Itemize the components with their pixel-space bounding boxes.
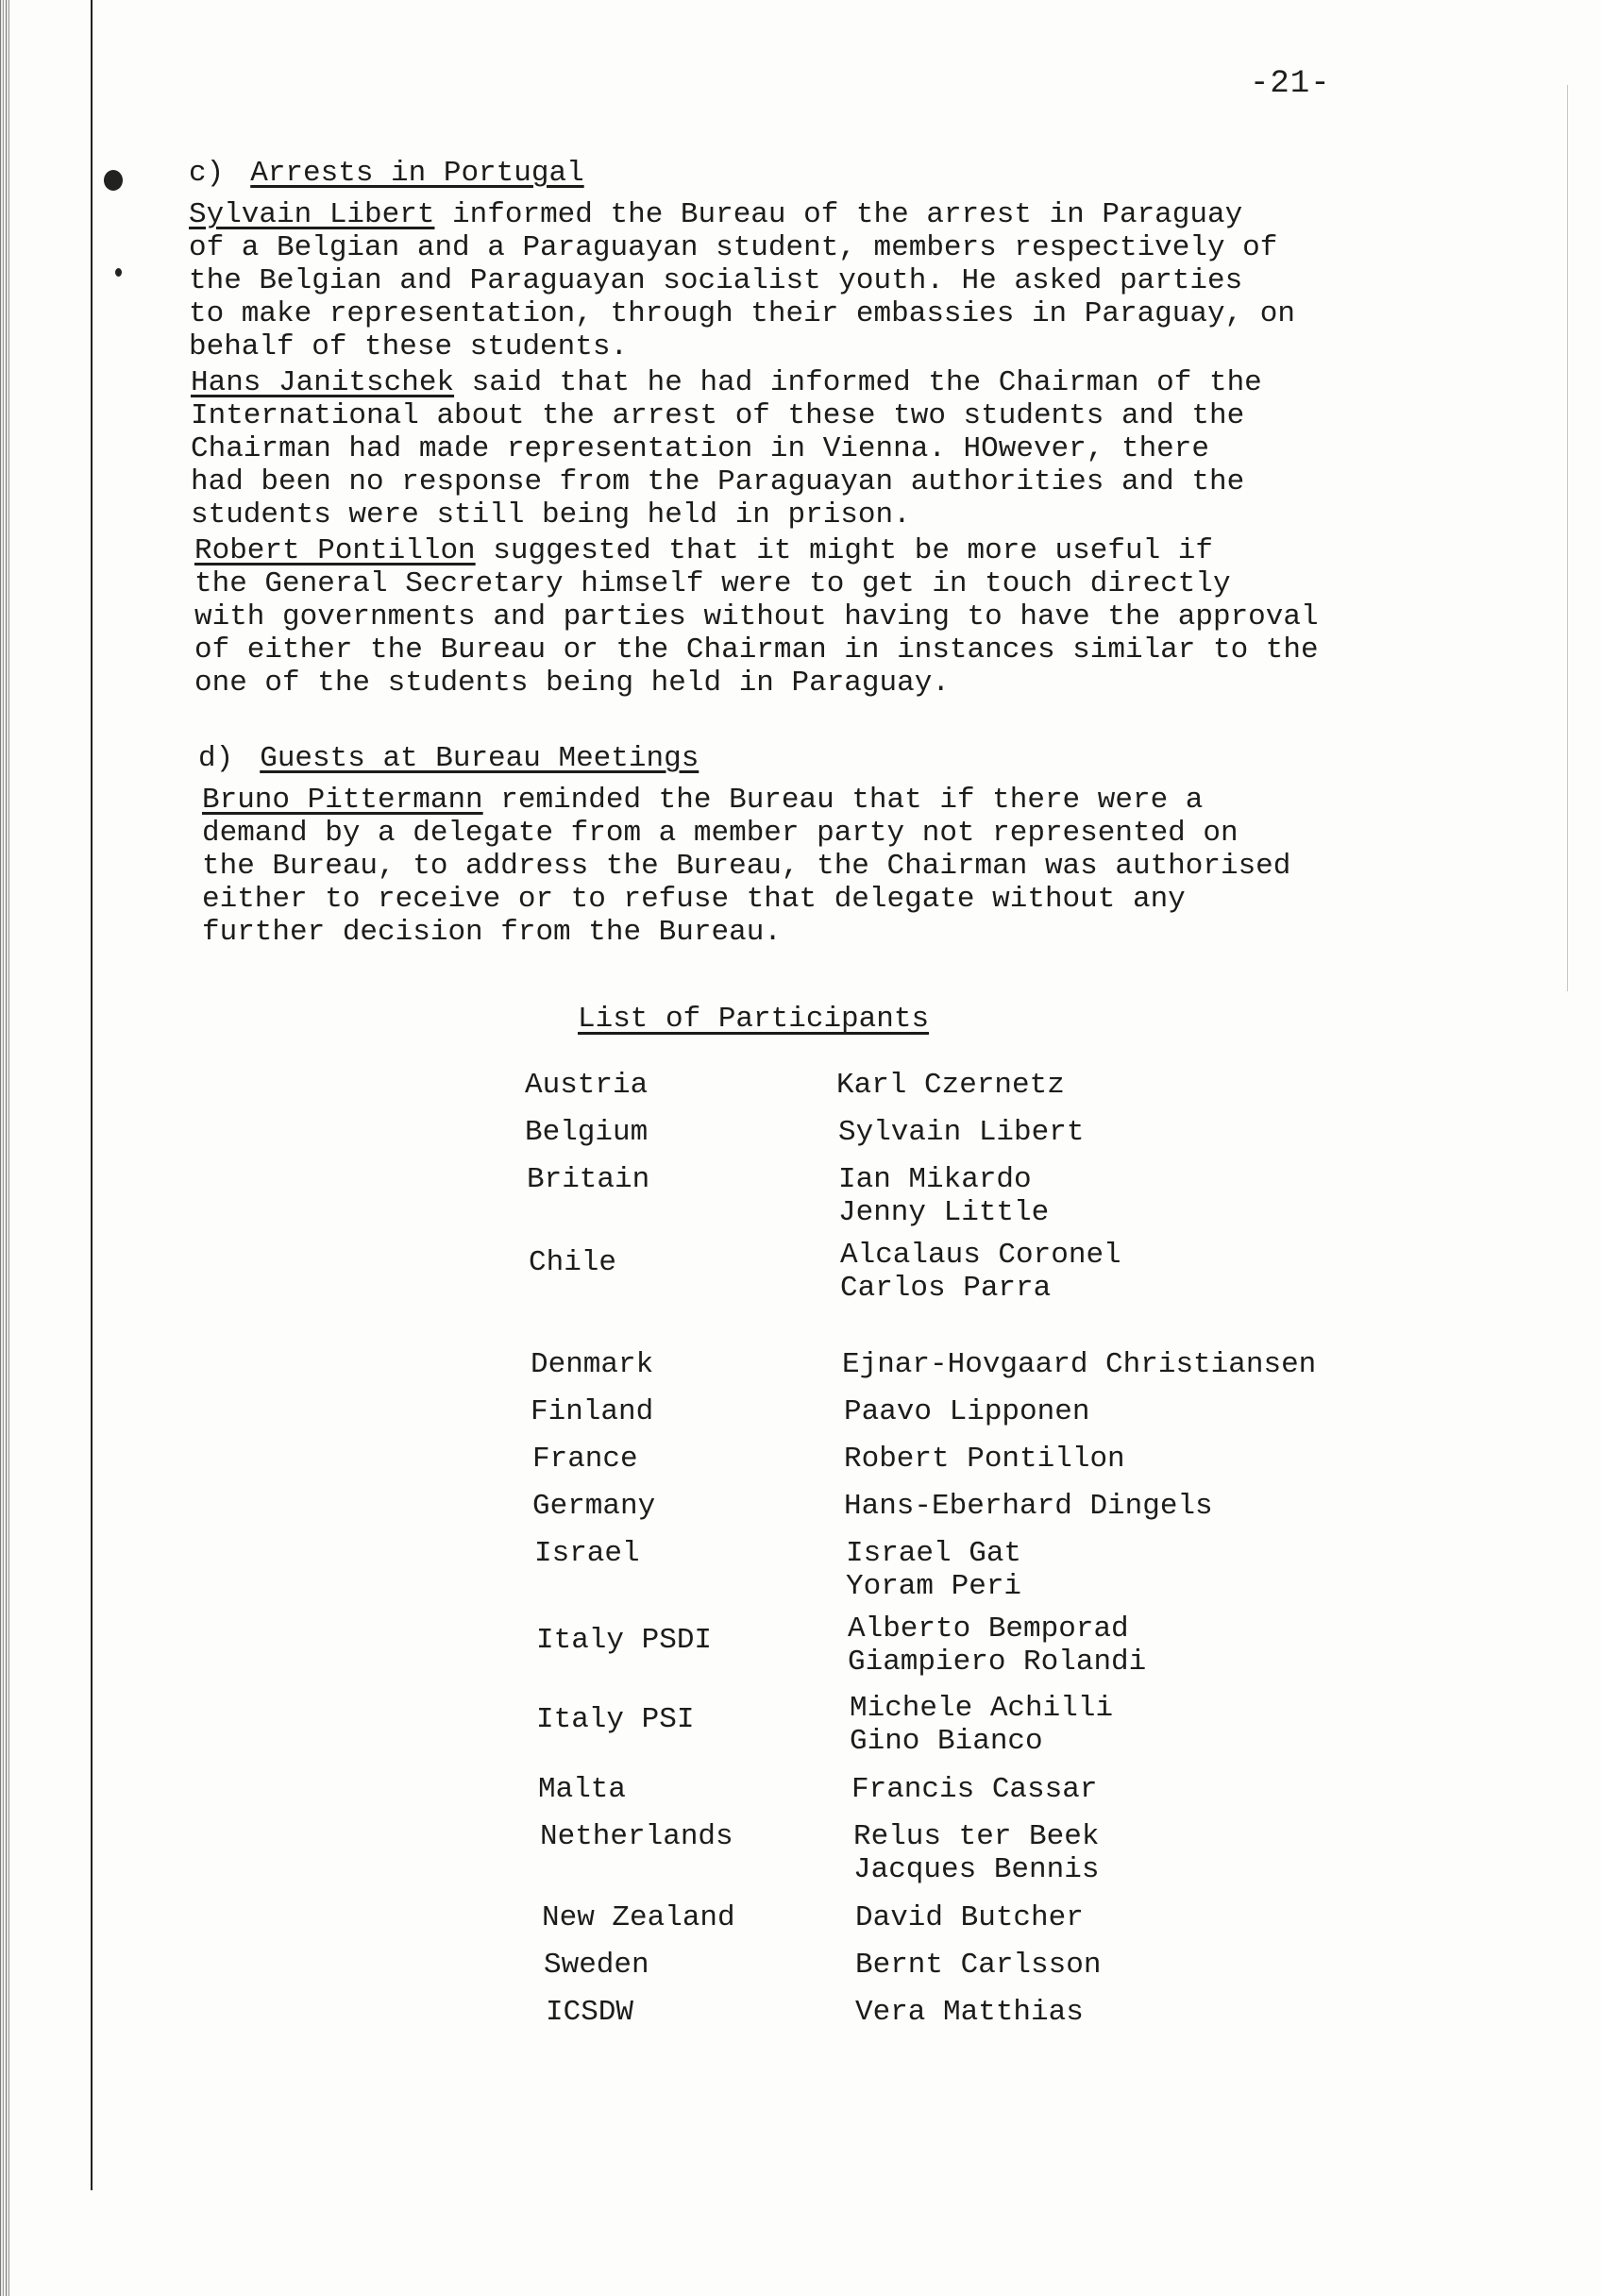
section-c-label: c) xyxy=(189,157,225,190)
ink-blot xyxy=(104,170,123,191)
paragraph-janitschek: Hans Janitschek said that he had informed the Chairman of the International about the arrest of these two students and the Chairman had made representation in Vienna. HOwever, there had been no response from the Paraguayan authorities and the students were still being held in prison. xyxy=(191,366,1262,532)
participant-country: Finland xyxy=(531,1395,654,1428)
participant-names: Robert Pontillon xyxy=(844,1443,1125,1476)
participant-names: David Butcher xyxy=(855,1901,1084,1934)
participant-country: Chile xyxy=(529,1246,617,1279)
page-number: -21- xyxy=(1250,66,1331,102)
participant-names: Karl Czernetz xyxy=(836,1069,1065,1102)
participant-names: Alcalaus Coronel Carlos Parra xyxy=(840,1239,1121,1305)
participant-names: Israel Gat Yoram Peri xyxy=(846,1537,1022,1603)
participant-names: Ejnar-Hovgaard Christiansen xyxy=(842,1348,1317,1381)
participant-country: Netherlands xyxy=(540,1820,733,1853)
participant-names: Paavo Lipponen xyxy=(844,1395,1090,1428)
participant-names: Bernt Carlsson xyxy=(855,1949,1102,1982)
speaker-name: Bruno Pittermann xyxy=(202,784,483,817)
participant-country: Belgium xyxy=(525,1116,649,1149)
participant-country: Sweden xyxy=(544,1949,649,1982)
participant-country: New Zealand xyxy=(542,1901,735,1934)
section-d-title: Guests at Bureau Meetings xyxy=(260,742,699,775)
participant-names: Hans-Eberhard Dingels xyxy=(844,1490,1213,1523)
margin-rule xyxy=(91,0,93,2190)
participant-country: Britain xyxy=(527,1163,650,1196)
participant-country: Italy PSDI xyxy=(536,1624,713,1657)
participant-country: Austria xyxy=(525,1069,649,1102)
participant-country: ICSDW xyxy=(546,1996,634,2029)
section-d-heading xyxy=(198,742,699,775)
paragraph-pontillon: Robert Pontillon suggested that it might be more useful if the General Secretary himself were to get in touch directly with governments and parties without having to have the approval of either the Bureau or the Chairman in instances similar to the one of the students being held in Paraguay. xyxy=(194,534,1319,700)
participant-country: Malta xyxy=(538,1773,627,1806)
participant-names: Sylvain Libert xyxy=(838,1116,1085,1149)
speaker-name: Sylvain Libert xyxy=(189,198,435,231)
section-d-label: d) xyxy=(198,742,234,775)
right-edge-rule xyxy=(1567,85,1568,991)
participant-names: Ian Mikardo Jenny Little xyxy=(838,1163,1050,1229)
ink-blot xyxy=(115,268,122,277)
participant-country: France xyxy=(532,1443,638,1476)
paragraph-pittermann: Bruno Pittermann reminded the Bureau that if there were a demand by a delegate from a member party not represented on the Bureau, to address the Bureau, the Chairman was authorised either to receive or to refuse that delegate without any further decision from the Bureau. xyxy=(202,784,1291,949)
participant-country: Denmark xyxy=(531,1348,654,1381)
speaker-name: Hans Janitschek xyxy=(191,366,455,399)
participant-names: Vera Matthias xyxy=(855,1996,1084,2029)
section-c-heading xyxy=(189,157,584,190)
participant-names: Michele Achilli Gino Bianco xyxy=(850,1692,1114,1758)
speaker-name: Robert Pontillon xyxy=(194,534,476,567)
participant-country: Israel xyxy=(534,1537,640,1570)
participant-names: Alberto Bemporad Giampiero Rolandi xyxy=(848,1612,1147,1679)
participant-country: Italy PSI xyxy=(536,1703,695,1736)
participant-country: Germany xyxy=(532,1490,656,1523)
paragraph-libert: Sylvain Libert informed the Bureau of the arrest in Paraguay of a Belgian and a Paraguayan student, members respectively of the Belgian and Paraguayan socialist youth. He asked parties to make representation, through their embassies in Paraguay, on behalf of these students. xyxy=(189,198,1295,363)
participant-names: Francis Cassar xyxy=(851,1773,1098,1806)
section-c-title: Arrests in Portugal xyxy=(250,157,584,190)
binding-edge xyxy=(0,0,9,2296)
participants-title: List of Participants xyxy=(578,1003,930,1036)
participant-names: Relus ter Beek Jacques Bennis xyxy=(853,1820,1100,1886)
